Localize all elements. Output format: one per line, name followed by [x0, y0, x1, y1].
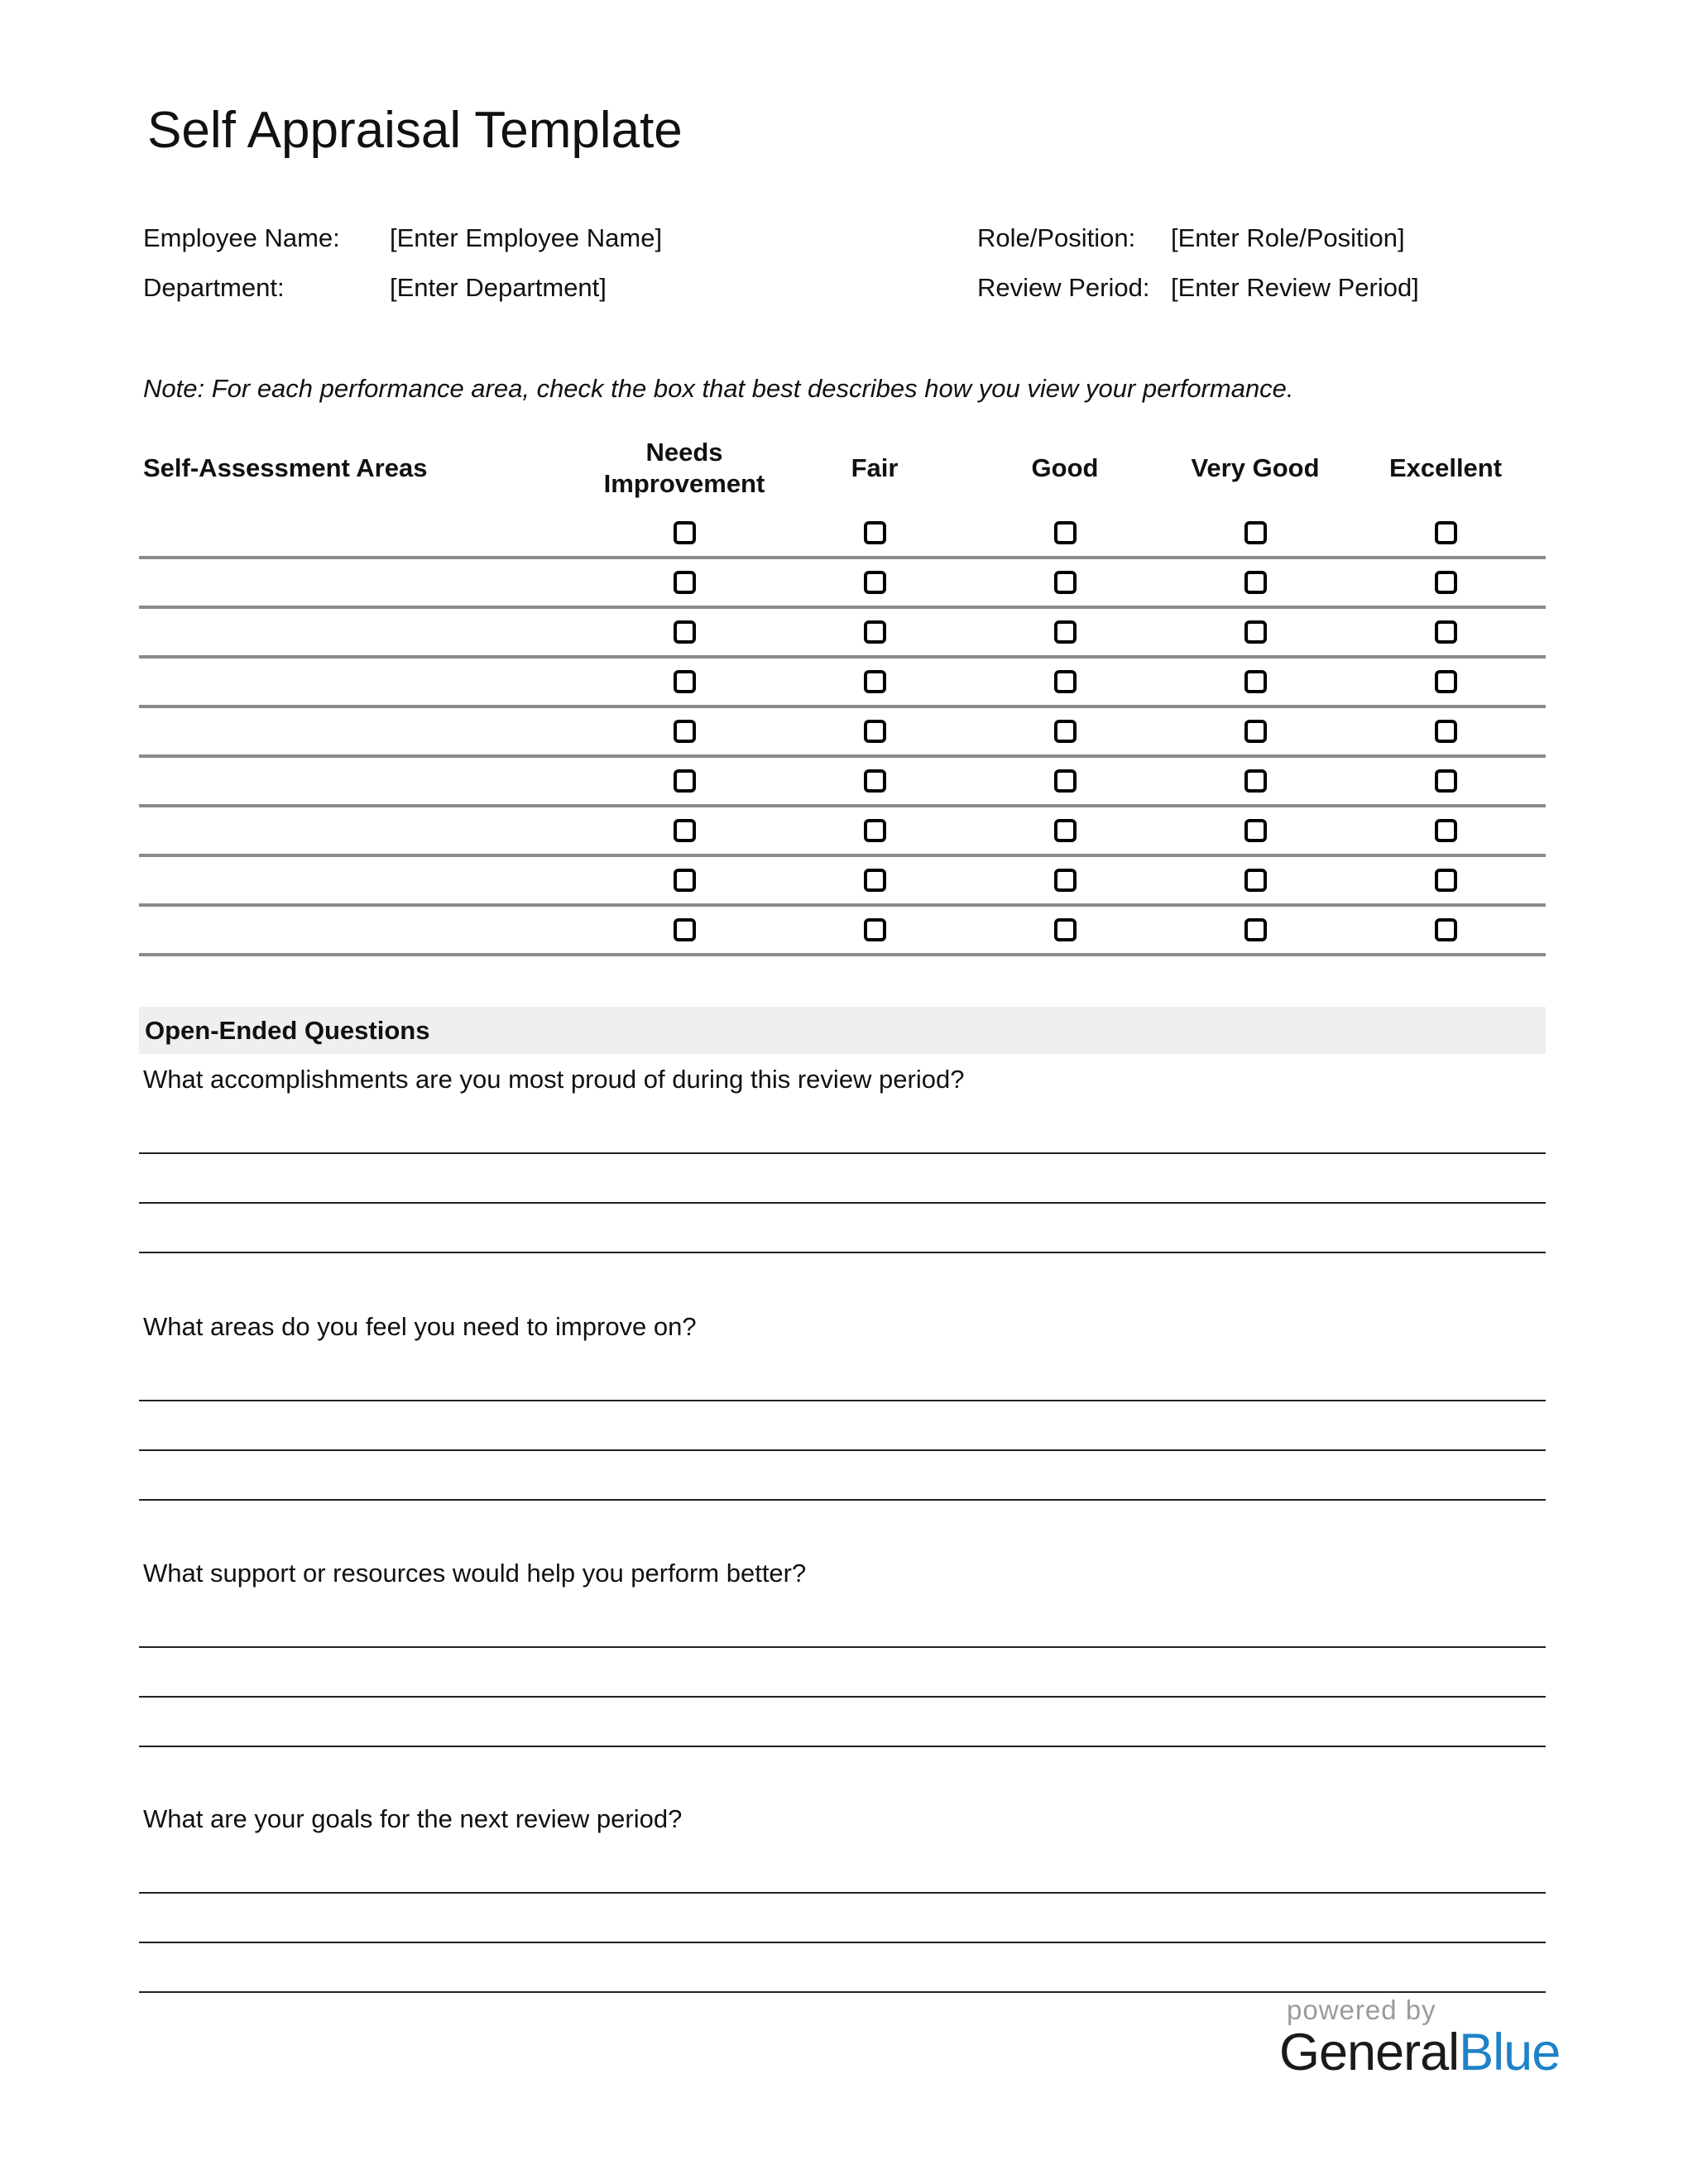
checkbox-excellent[interactable] — [1435, 819, 1457, 842]
checkbox-needs-improvement[interactable] — [674, 571, 696, 594]
checkbox-fair[interactable] — [864, 620, 886, 644]
table-row — [139, 559, 1546, 609]
checkbox-very-good[interactable] — [1244, 670, 1267, 693]
checkbox-needs-improvement[interactable] — [674, 720, 696, 743]
checkbox-needs-improvement[interactable] — [674, 670, 696, 693]
column-header-needs-improvement: Needs Improvement — [603, 438, 765, 498]
checkbox-fair[interactable] — [864, 670, 886, 693]
table-row — [139, 510, 1546, 559]
checkbox-good[interactable] — [1054, 620, 1077, 644]
brand-general-text: General — [1279, 2024, 1460, 2081]
role-position-value[interactable]: [Enter Role/Position] — [1171, 223, 1405, 252]
question-block-improve — [139, 1310, 1546, 1501]
answer-line[interactable] — [139, 1152, 1546, 1154]
checkbox-very-good[interactable] — [1244, 918, 1267, 941]
question-text: What areas do you feel you need to improve on? — [143, 1312, 697, 1341]
answer-line[interactable] — [139, 1696, 1546, 1698]
answer-line[interactable] — [139, 1991, 1546, 1993]
checkbox-fair[interactable] — [864, 918, 886, 941]
answer-line[interactable] — [139, 1449, 1546, 1451]
question-block-accomplishments — [139, 1063, 1546, 1253]
checkbox-very-good[interactable] — [1244, 620, 1267, 644]
checkbox-very-good[interactable] — [1244, 769, 1267, 793]
checkbox-very-good[interactable] — [1244, 720, 1267, 743]
answer-line[interactable] — [139, 1746, 1546, 1747]
column-header-excellent: Excellent — [1388, 453, 1503, 482]
checkbox-fair[interactable] — [864, 769, 886, 793]
checkbox-good[interactable] — [1054, 918, 1077, 941]
checkbox-needs-improvement[interactable] — [674, 869, 696, 892]
answer-line[interactable] — [139, 1202, 1546, 1204]
checkbox-excellent[interactable] — [1435, 521, 1457, 544]
review-period-label: Review Period: — [977, 273, 1150, 302]
info-row — [143, 222, 1550, 271]
column-header-fair: Fair — [851, 453, 899, 482]
checkbox-excellent[interactable] — [1435, 720, 1457, 743]
question-text: What accomplishments are you most proud of during this review period? — [143, 1065, 965, 1094]
info-row — [143, 271, 1550, 321]
checkbox-fair[interactable] — [864, 571, 886, 594]
column-header-very-good: Very Good — [1191, 453, 1320, 482]
table-row — [139, 708, 1546, 758]
instruction-note: Note: For each performance area, check the box that best describes how you view your performance. — [143, 374, 1294, 403]
table-row — [139, 758, 1546, 807]
checkbox-fair[interactable] — [864, 869, 886, 892]
table-header-row — [139, 427, 1546, 510]
checkbox-good[interactable] — [1054, 819, 1077, 842]
checkbox-very-good[interactable] — [1244, 869, 1267, 892]
column-header-areas: Self-Assessment Areas — [143, 453, 428, 482]
employee-info-block — [143, 222, 1550, 321]
role-position-label: Role/Position: — [977, 223, 1136, 252]
employee-name-label: Employee Name: — [143, 223, 340, 252]
checkbox-very-good[interactable] — [1244, 521, 1267, 544]
table-row — [139, 609, 1546, 659]
checkbox-good[interactable] — [1054, 720, 1077, 743]
answer-line[interactable] — [139, 1252, 1546, 1253]
table-row — [139, 857, 1546, 907]
table-row — [139, 659, 1546, 708]
checkbox-excellent[interactable] — [1435, 918, 1457, 941]
checkbox-excellent[interactable] — [1435, 869, 1457, 892]
question-text: What support or resources would help you perform better? — [143, 1559, 807, 1588]
answer-line[interactable] — [139, 1646, 1546, 1648]
checkbox-good[interactable] — [1054, 769, 1077, 793]
checkbox-excellent[interactable] — [1435, 670, 1457, 693]
question-block-support — [139, 1557, 1546, 1747]
checkbox-excellent[interactable] — [1435, 620, 1457, 644]
checkbox-needs-improvement[interactable] — [674, 918, 696, 941]
checkbox-needs-improvement[interactable] — [674, 769, 696, 793]
checkbox-very-good[interactable] — [1244, 819, 1267, 842]
answer-line[interactable] — [139, 1942, 1546, 1943]
page-title: Self Appraisal Template — [147, 102, 683, 159]
table-row — [139, 807, 1546, 857]
answer-line[interactable] — [139, 1400, 1546, 1401]
checkbox-good[interactable] — [1054, 521, 1077, 544]
answer-line[interactable] — [139, 1499, 1546, 1501]
column-header-good: Good — [1031, 453, 1099, 482]
checkbox-needs-improvement[interactable] — [674, 819, 696, 842]
checkbox-excellent[interactable] — [1435, 769, 1457, 793]
open-ended-questions-heading: Open-Ended Questions — [139, 1007, 1546, 1054]
checkbox-good[interactable] — [1054, 571, 1077, 594]
employee-name-value[interactable]: [Enter Employee Name] — [390, 223, 663, 252]
brand-blue-text: Blue — [1459, 2024, 1561, 2081]
checkbox-fair[interactable] — [864, 720, 886, 743]
general-blue-logo[interactable] — [1279, 2021, 1560, 2084]
checkbox-fair[interactable] — [864, 819, 886, 842]
table-row — [139, 907, 1546, 956]
checkbox-needs-improvement[interactable] — [674, 620, 696, 644]
checkbox-good[interactable] — [1054, 869, 1077, 892]
question-block-goals — [139, 1803, 1546, 1993]
checkbox-fair[interactable] — [864, 521, 886, 544]
self-assessment-table — [139, 427, 1546, 956]
review-period-value[interactable]: [Enter Review Period] — [1171, 273, 1419, 302]
checkbox-excellent[interactable] — [1435, 571, 1457, 594]
checkbox-good[interactable] — [1054, 670, 1077, 693]
checkbox-needs-improvement[interactable] — [674, 521, 696, 544]
department-value[interactable]: [Enter Department] — [390, 273, 607, 302]
question-text: What are your goals for the next review period? — [143, 1804, 683, 1833]
checkbox-very-good[interactable] — [1244, 571, 1267, 594]
department-label: Department: — [143, 273, 285, 302]
powered-by-label: powered by — [1287, 1995, 1436, 2025]
answer-line[interactable] — [139, 1892, 1546, 1894]
